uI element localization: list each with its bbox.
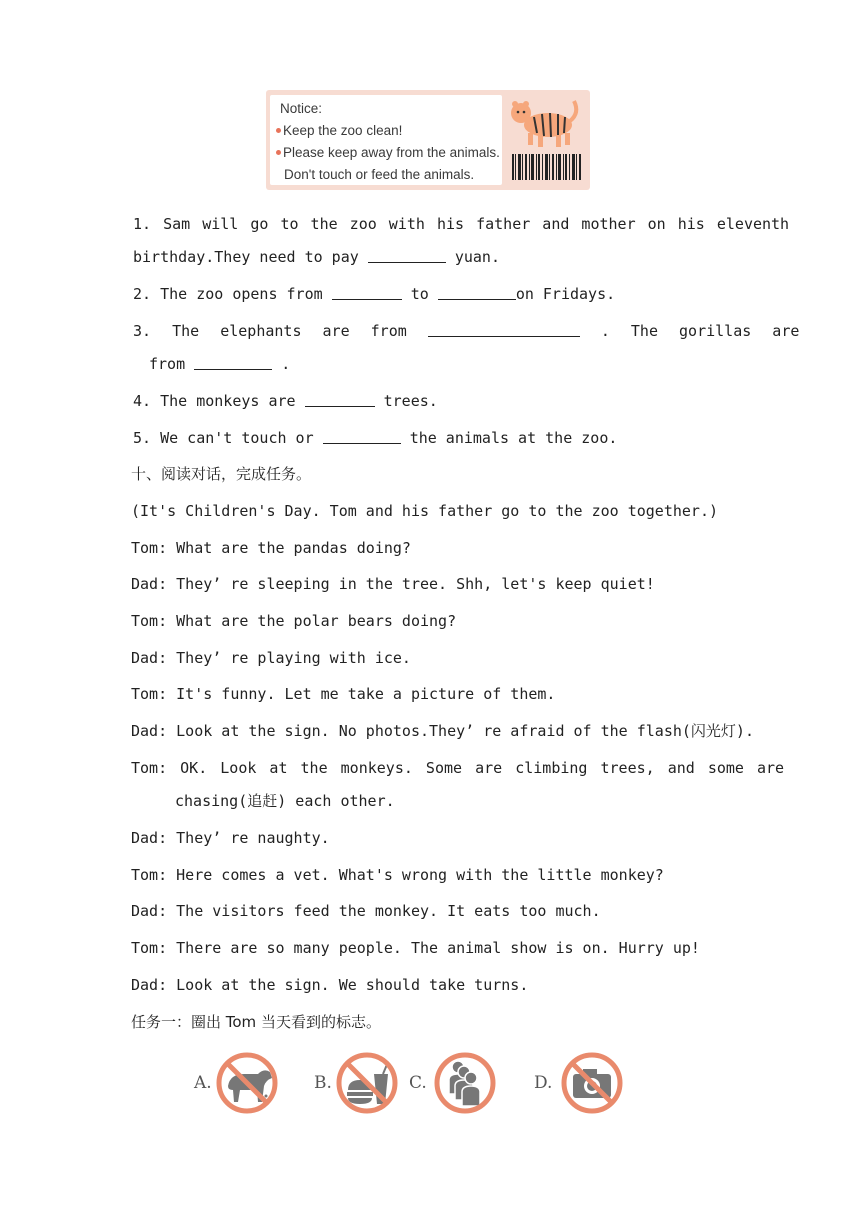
dialog-line: Dad: Look at the sign. We should take turns. (131, 976, 529, 994)
question-3-period: . (281, 355, 291, 373)
dialog-line: Tom: OK. Look at the monkeys. Some are climbing trees, and some are (131, 759, 785, 777)
notice-item-clean: Keep the zoo clean! (276, 123, 402, 138)
dialog-line: Dad: They’ re sleeping in the tree. Shh, let's keep quiet! (131, 575, 655, 593)
question-4-text: 4. The monkeys are (133, 392, 296, 410)
no-feeding-animals-icon[interactable] (214, 1050, 280, 1116)
option-c-label: C. (409, 1073, 427, 1093)
question-1-suffix: yuan. (454, 248, 500, 266)
dialog-line: Dad: They’ re naughty. (131, 829, 330, 847)
question-3-line-2 (149, 354, 290, 374)
question-2-suffix: on Fridays. (515, 285, 616, 303)
question-2-blank-start[interactable] (332, 285, 402, 300)
dialog-line: Tom: There are so many people. The animal show is on. Hurry up! (131, 939, 700, 957)
question-2-blank-end[interactable] (438, 285, 516, 300)
question-2 (133, 284, 615, 304)
question-5 (133, 428, 617, 448)
option-a-label: A. (194, 1073, 212, 1093)
question-4-blank[interactable] (305, 392, 375, 407)
question-1-line-1: 1. Sam will go to the zoo with his father and mother on his eleventh (133, 215, 790, 233)
notice-illustration (504, 95, 586, 185)
question-5-suffix: the animals at the zoo. (409, 429, 618, 447)
notice-title: Notice: (280, 101, 323, 116)
question-1-answer-blank[interactable] (368, 248, 446, 263)
section-10-heading: 十、阅读对话，完成任务。 (131, 465, 312, 483)
question-4-suffix: trees. (383, 392, 438, 410)
no-food-drink-icon[interactable] (334, 1050, 400, 1116)
question-5-blank[interactable] (323, 429, 401, 444)
option-b-label: B. (314, 1073, 332, 1093)
dialog-intro: (It's Children's Day. Tom and his father go to the zoo together.) (131, 502, 718, 520)
notice-item-keep-away: Please keep away from the animals. (276, 145, 500, 160)
question-5-text: 5. We can't touch or (133, 429, 314, 447)
zoo-notice-card (266, 90, 590, 190)
question-3-blank-gorillas[interactable] (194, 355, 272, 370)
barcode-icon (512, 154, 582, 180)
question-1-text: birthday.They need to pay (133, 248, 359, 266)
question-1-line-2 (133, 247, 500, 267)
tiger-icon (504, 95, 586, 155)
task-1-instruction: 任务一：圈出 Tom 当天看到的标志。 (131, 1013, 381, 1031)
dialog-line: Tom: It's funny. Let me take a picture of them. (131, 685, 556, 703)
question-3-line-1 (133, 321, 799, 341)
notice-text-panel (270, 95, 502, 185)
question-3-gorillas-text: . The gorillas are (600, 322, 800, 340)
question-4 (133, 391, 438, 411)
notice-item-no-touch: Don't touch or feed the animals. (284, 167, 475, 182)
question-2-text: 2. The zoo opens from (133, 285, 323, 303)
option-d-label: D. (534, 1073, 553, 1093)
question-3-text: 3. The elephants are from (133, 322, 407, 340)
dialog-line: Tom: What are the pandas doing? (131, 539, 411, 557)
take-turns-queue-icon[interactable] (432, 1050, 498, 1116)
dialog-line: Dad: Look at the sign. No photos.They’ re afraid of the flash(闪光灯). (131, 722, 754, 740)
dialog-line: Dad: The visitors feed the monkey. It eats too much. (131, 902, 601, 920)
dialog-line-continued: chasing(追赶) each other. (175, 792, 395, 810)
dialog-line: Dad: They’ re playing with ice. (131, 649, 411, 667)
dialog-line: Tom: Here comes a vet. What's wrong with the little monkey? (131, 866, 664, 884)
question-3-blank-elephants[interactable] (428, 322, 580, 337)
question-3-from: from (149, 355, 186, 373)
question-2-to: to (410, 285, 429, 303)
dialog-line: Tom: What are the polar bears doing? (131, 612, 457, 630)
no-camera-icon[interactable] (559, 1050, 625, 1116)
